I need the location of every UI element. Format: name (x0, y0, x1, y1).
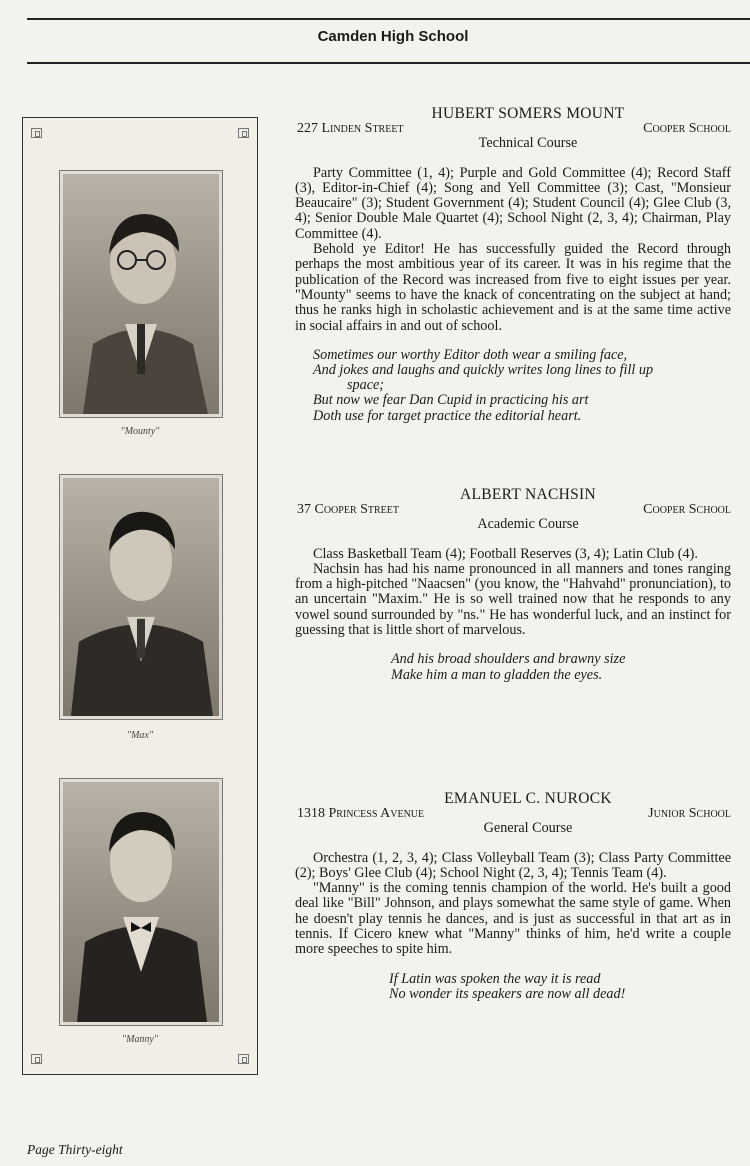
student-activities: Class Basketball Team (4); Football Reserves (3, 4); Latin Club (4). (313, 545, 698, 562)
student-entry (295, 487, 731, 683)
corner-ornament (238, 128, 249, 138)
student-activities: Party Committee (1, 4); Purple and Gold Committee (4); Record Staff (3), Editor-in-Chief (4); Song and Yell Committee (3); Cast, "Monsieur Beaucaire" (3); Student Government (4); Student Council (4); Glee Club (3, 4); Senior Double Male Quartet (4); School Night (2, 3, 4); Chairman, Play Committee (4). (295, 164, 731, 242)
verse-line: Sometimes our worthy Editor doth wear a smiling face, (313, 346, 628, 363)
verse-line: space; (347, 377, 385, 394)
student-bio: Behold ye Editor! He has successfully guided the Record through perhaps the most ambitious year of its career. It was in his regime that the publication of the Record was increased from five to eight issues per year. "Mounty" seems to have the knack of concentrating on the subject at hand; thus he ranks high in scholastic achievement and is at the same time active in social affairs in and out of school. (295, 241, 731, 334)
header-title: Camden High School (317, 28, 469, 45)
corner-ornament (31, 1054, 42, 1064)
student-school: Junior School (648, 806, 731, 822)
student-verse (313, 348, 731, 424)
address-line (295, 502, 731, 518)
student-entry (295, 791, 731, 1002)
student-address: 227 Linden Street (297, 121, 404, 137)
verse-line: Doth use for target practice the editorial heart. (313, 407, 582, 424)
corner-ornament (31, 128, 42, 138)
verse-line: Make him a man to gladden the eyes. (391, 666, 603, 683)
photo-caption: "Mounty" (120, 426, 160, 437)
verse-line: No wonder its speakers are now all dead! (389, 985, 626, 1002)
student-course: General Course (483, 820, 573, 837)
verse-line: And jokes and laughs and quickly writes long lines to fill up (313, 362, 654, 379)
header-bottom-rule (27, 62, 750, 64)
corner-ornament (238, 1054, 249, 1064)
address-line (295, 806, 731, 822)
student-bio: Nachsin has had his name pronounced in all manners and tones ranging from a high-pitched "Naacsen" (you know, the "Hahvahd" pronunciation), to an uncertain "Maxim." He is so well trained now that he responds to any vowel sound surrounded by "ns." He has wonderful luck, and an instinct for guessing that is little short of marvelous. (295, 560, 731, 639)
verse-line: If Latin was spoken the way it is read (389, 970, 601, 987)
student-name: ALBERT NACHSIN (459, 486, 597, 503)
student-address: 37 Cooper Street (297, 502, 400, 518)
student-school: Cooper School (643, 121, 731, 137)
address-line (295, 121, 731, 137)
photo-caption: "Max" (126, 730, 154, 741)
portrait-mount (59, 778, 223, 1026)
portrait-photo (63, 478, 219, 716)
student-bio: "Manny" is the coming tennis champion of the world. He's built a good deal like "Bill" Johnson, and plays somewhat the same style of game. When he doesn't play tennis he dances, and is just as successful in that art as in tennis. If Cicero knew what "Manny" thinks of him, he'd write a couple more speeches to spite him. (295, 880, 731, 958)
student-course: Technical Course (478, 135, 578, 152)
student-name: EMANUEL C. NUROCK (444, 790, 612, 807)
page-number: Page Thirty-eight (27, 1142, 123, 1157)
verse-line: But now we fear Dan Cupid in practicing his art (313, 392, 589, 409)
photo-caption: "Manny" (121, 1034, 159, 1045)
photo-panel (22, 117, 258, 1075)
portrait-mount (59, 170, 223, 418)
student-course: Academic Course (477, 516, 579, 533)
portrait-photo (63, 782, 219, 1022)
student-verse (391, 652, 731, 682)
header-band (27, 18, 750, 62)
student-school: Cooper School (643, 502, 731, 518)
student-activities: Orchestra (1, 2, 3, 4); Class Volleyball Team (3); Class Party Committee (2); Boys' Glee Club (4); School Night (2, 3, 4); Tennis Team (4). (295, 849, 731, 881)
student-name: HUBERT SOMERS MOUNT (431, 105, 625, 122)
student-verse (389, 972, 731, 1002)
portrait-photo (63, 174, 219, 414)
student-address: 1318 Princess Avenue (297, 806, 425, 822)
portrait-mount (59, 474, 223, 720)
verse-line: And his broad shoulders and brawny size (391, 651, 626, 668)
student-entry (295, 106, 731, 424)
